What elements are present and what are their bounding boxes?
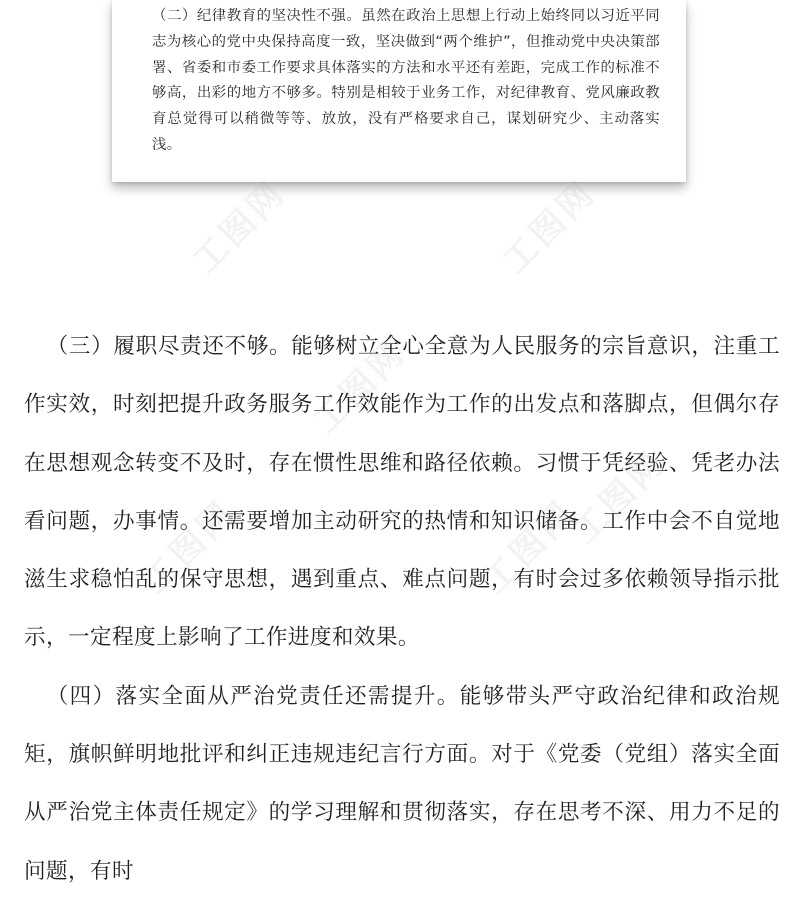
watermark: 工图网 [495,172,604,282]
watermark: 工图网 [305,332,414,442]
paragraph-four: （四）落实全面从严治党责任还需提升。能够带头严守政治纪律和政治规矩，旗帜鲜明地批评和纠正违规违纪言行方面。对于《党委（党组）落实全面从严治党主体责任规定》的学习理解和贯彻落实，存在思考不深、用力不足的问题，有时 [24,683,780,884]
card-paragraph: （二）纪律教育的坚决性不强。虽然在政治上思想上行动上始终同以习近平同志为核心的党中央保持高度一致，坚决做到“两个维护”，但推动党中央决策部署、省委和市委工作要求具体落实的方法和水平还有差距，完成工作的标准不够高，出彩的地方不够多。特别是相较于业务工作，对纪律教育、党风廉政教育总觉得可以稍微等等、放放，没有严格要求自己，谋划研究少、主动落实浅。 [152,8,660,153]
watermark: 工图网 [185,172,294,282]
paragraph-three: （三）履职尽责还不够。能够树立全心全意为人民服务的宗旨意识，注重工作实效，时刻把提升政务服务工作效能作为工作的出发点和落脚点，但偶尔存在思想观念转变不及时，存在惯性思维和路径依赖。习惯于凭经验、凭老办法看问题，办事情。还需要增加主动研究的热情和知识储备。工作中会不自觉地滋生求稳怕乱的保守思想，遇到重点、难点问题，有时会过多依赖领导指示批示，一定程度上影响了工作进度和效果。 [24,334,780,651]
watermark: 工图网 [475,492,584,602]
document-body [24,318,780,901]
watermark: 工图网 [135,492,244,602]
watermark: 工图网 [565,442,674,552]
document-card [112,0,686,182]
